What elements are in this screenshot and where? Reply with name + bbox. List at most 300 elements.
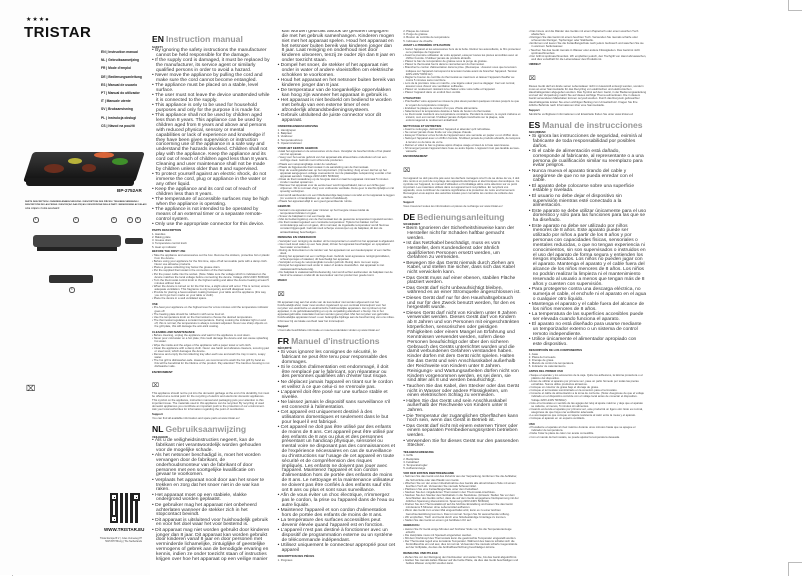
safety-item: • To protect yourself against an electric shock, do not immerse the cord, plug or appliance in the water or any other liquid. <box>152 173 270 188</box>
language-index-item: PT | Manual do utilizador <box>101 90 140 95</box>
instruction-item: • The thermostat regulates a constant temperature. During cooking the indicator light on and off, this is normal, the temperature is always constant adjusted. Never use sharp objects on the grill plate, this will damage the anti-stick coating. <box>152 319 270 328</box>
safety-item: • Bewegen Sie das Gerät niemals durch Ziehen am Kabel, und stellen Sie sicher, dass sich das Kabel nicht verwickeln kann. <box>403 262 521 277</box>
website-link[interactable]: WWW.TRISTAR.EU <box>104 527 145 532</box>
parts-list <box>529 353 647 369</box>
safety-item: • Dompel het snoer, de stekker of het apparaat niet onder in water of andere vloeistoffen om elektrische schokken te voorkomen. <box>278 64 396 79</box>
safety-item: • De temperatuur van de toegankelijke oppervlakken kan hoog zijn wanneer het apparaat in gebruik is. <box>278 89 396 99</box>
parts-item: 3. Grease drain <box>152 238 172 243</box>
instruction-item: • Provide for placing a heat-resistant coating between your table and the appliance (this way you don't get burn marks on your table or cloth). <box>152 291 270 297</box>
language-title: Manual de instrucciones <box>542 119 643 130</box>
language-code: FR <box>277 335 290 346</box>
parts-item: 1. Handgrepen <box>277 128 297 133</box>
safety-item: • Para protegerse contra una descarga eléctrica, no sumerja el cable, el enchufe ni el aparato en el agua o cualquier otro líquido. <box>529 288 647 303</box>
safety-item: • Dit apparaat mag niet worden gebruikt door kinderen jonger dan 8 jaar. Dit apparaat kan worden gebruikt door kinderen vanaf 8 jaar en door personen met verminderde lichamelijke, zintuiglijke of geestelijke vermogens of gebrek aan de benodigde ervaring en kennis, indien ze onder toezicht staan of instructies krijgen over hoe het apparaat op een veilige manier kan worden gebruikt alsook de gevaren begrijpen die met het gebruik samenhangen. Kinderen mogen niet met het apparaat spelen. Houd het apparaat en het netsnoer buiten bereik van kinderen jonger dan 8 jaar. Laat reiniging en onderhoud niet door kinderen uitvoeren, tenzij ze ouder zijn dan 8 jaar en onder toezicht staan. <box>152 30 395 565</box>
instruction-item: • Heizen Sie Ihr Gerät einige Minuten auf höchster Stufe vor, bis die Temperaturanzeige erlischt. <box>403 528 521 534</box>
safety-item: • Ne déplacez jamais l'appareil en tirant sur le cordon et veillez à ce que celui-ci ne s'enroule pas. <box>278 381 396 391</box>
instruction-item: • Conecte el cable de alimentación a la toma de corriente. (Nota: Asegúrese de que el voltaje indicado en el dispositivo coincide con el voltaje local antes de conectar el dispositivo. Voltaje 220V-240V 50/60Hz) <box>529 392 647 401</box>
safety-item: • If the supply cord is damaged, it must be replaced by the manufacturer, its service agent or similarly qualified persons in order to avoid a hazard. <box>152 59 270 74</box>
diagram-callout: 2 <box>73 217 79 223</box>
parts-item: 4. Bouton de contrôle de température <box>403 35 450 40</box>
instruction-item: • Put the supplied thermostat in the connection of the thermostat. <box>152 269 270 272</box>
food-greens-image <box>112 158 128 165</box>
instruction-list <box>152 306 270 328</box>
parts-item: 1. Asas <box>528 351 538 356</box>
instruction-list <box>278 240 396 277</box>
language-title: Instruction manual <box>165 34 243 44</box>
instruction-item: • Stellen Sie das Gerät an einem gut belüfteten Ort auf. <box>403 519 521 522</box>
instruction-item: • Ne versez jamais d'eau froide sur une plaque chaude. <box>403 131 521 134</box>
safety-item: • Este aparato se debe utilizar únicamente para el uso doméstico y sólo para las funciones para las que se ha diseñado. <box>529 210 647 225</box>
manual-subsection <box>278 325 396 332</box>
language-title: Bedienungsanleitung <box>417 211 505 222</box>
parts-item: 3. Vetafvoer <box>277 134 293 139</box>
safety-item: • The appliance must be placed on a stable, level surface. <box>152 84 270 94</box>
safety-item: • Als u de veiligheidsinstructies negeert, kan de fabrikant niet verantwoordelijk worden gehouden voor de mogelijke schade. <box>152 439 270 454</box>
diagram-callout: 3 <box>69 287 75 293</box>
instruction-item: • Entfernen und leeren Sie die Fettauffangschale nach jedem Gebrauch und waschen Sie sie in warmem Seifenwasser. <box>529 42 647 48</box>
safety-item: • La température des surfaces accessibles peut devenir élevée quand l'appareil est en fonction. <box>278 519 396 529</box>
crossed-bin-icon: ⌧ <box>277 291 285 298</box>
instruction-item: • Der Grill ist spülmaschinenfest. Wir empfehlen jedoch, den Tischgrill von Hand abzuwaschen, weil dies vorteilhaft für die Lebensdauer des Produkts ist. <box>529 55 647 61</box>
diagram-plate <box>33 235 121 247</box>
language-heading <box>152 424 270 434</box>
manual-subsection <box>403 524 521 549</box>
safety-item: • Ne laissez jamais le dispositif sans surveillance s'il est connecté à l'alimentation. <box>278 401 396 411</box>
tristar-logo: TRISTAR <box>24 24 92 41</box>
instruction-item: • The heating plate should be rubbed in with some food oil. <box>152 313 270 316</box>
instruction-item: • Reinig de binnenkant en de randen van het apparaat met een keukenpapier of een zachte doek. <box>278 249 396 255</box>
manual-subsection <box>278 279 396 322</box>
instruction-item: • Reinigen Sie das Gerät mit einem feuchten Tuch. Verwenden Sie niemals scharfe oder scheuernde Reiniger, Topfreiniger oder Stahlwolle. <box>529 36 647 42</box>
safety-item: • Afin de vous éviter un choc électrique, n'immergez pas le cordon, la prise ou l'appareil dans de l'eau ou autre liquide. <box>278 494 396 509</box>
safety-item: • Only use the appropriate connector for this device. <box>152 223 270 228</box>
parts-heading: ONDERDELENBESCHRIJVING <box>277 124 319 129</box>
language-code: ES <box>528 119 541 130</box>
language-heading <box>152 34 270 44</box>
parts-heading: PARTS DESCRIPTION <box>152 228 182 233</box>
safety-heading: SÉCURITÉ <box>277 346 292 351</box>
diagram-thermostat <box>125 238 143 244</box>
manual-subsection <box>278 205 396 233</box>
subsection-heading: AVANT LA PREMIÈRE UTILISATION <box>403 43 451 48</box>
manual-subsection <box>403 97 521 122</box>
instruction-item: • Con el mando del termostato, se puede ajustar la temperatura deseada. <box>529 436 647 439</box>
safety-item: • This appliance is only to be used for household purposes and only for the purpose it is made for. <box>152 104 270 114</box>
language-index-item: NL | Gebruiksaanwijzing <box>101 58 140 63</box>
instruction-item: • Place a grease collecting tray below the grease drain. <box>152 266 270 269</box>
instruction-item: • Use the temperature knob on the thermostat to choose the desired temperature. <box>152 316 270 319</box>
parts-item: 3. Fettablauf <box>403 459 419 464</box>
safety-list <box>529 135 647 348</box>
manual-subsection <box>529 109 647 116</box>
instruction-item: • Never pour cold water on a hot plate; this could damage the device and can cause splashing hot water. <box>152 337 270 343</box>
parts-item: 5. Opwarmindicator <box>277 140 302 145</box>
instruction-list <box>403 128 521 153</box>
product-photo <box>24 140 142 195</box>
safety-item: • Het apparaat is niet bedoeld om bediend te worden met behulp van een externe timer of een afzonderlijk afstandsbedieningssysteem. <box>278 99 396 114</box>
instruction-item: • Clean the appliance with a damp cloth. Never use harsh and abrasive cleaners, scouring pad or steel wool, which damages the device. <box>152 347 270 353</box>
safety-item: • Houd het apparaat en het netsnoer buiten bereik van kinderen jonger dan 8 jaar. <box>278 79 396 89</box>
instruction-item: • Stecken Sie den mitgelieferten Thermostat in den Thermostat-Anschluss. <box>403 491 521 494</box>
instruction-item: • Tauchen Sie das Gerät niemals in Wasser oder andere Flüssigkeiten. Das Gerät ist nicht spülmaschinenfest. <box>529 49 647 55</box>
subsection-heading: MILIEU <box>277 278 288 283</box>
language-index-item: DE | Bedienungsanleitung <box>101 74 142 79</box>
safety-item: • Never move the appliance by pulling the cord and make sure the cord cannot become entangled. <box>152 74 270 84</box>
subsection-heading: ENVIRONMENT <box>152 369 173 374</box>
parts-item: 4. Temperaturregler <box>403 462 428 467</box>
subsection-heading: GEBRAUCH <box>403 523 420 528</box>
safety-item: • Si el cable de alimentación está dañado, corresponde al fabricante, al representante o a una persona de cualificación similar su reemplazo para evitar peligros. <box>529 150 647 169</box>
parts-list <box>278 129 396 145</box>
safety-item: • The user must not leave the device unattended while it is connected to the supply. <box>152 94 270 104</box>
subsection-heading: NETTOYAGE ET ENTRETIEN <box>403 123 442 128</box>
instruction-list <box>529 426 647 438</box>
manual-subsection <box>152 371 270 411</box>
safety-item: • Si vous ignorez les consignes de sécurité, le fabricant ne peut être tenu pour responsable des dommages. <box>278 351 396 366</box>
instruction-item: • Gießen Sie niemals kaltes Wasser auf die heiße Platte, da dies das Gerät beschädigen und heißes Wasser verspritzt werden kann. <box>403 559 521 565</box>
parts-item: 4. Mando de control de temperatura <box>528 361 574 366</box>
subsection-heading: ANTES DEL PRIMER USO <box>528 369 564 374</box>
instruction-item: • Plaats een vetopvangbakje onder de vetafvoer. <box>278 163 396 166</box>
safety-item: • Ist das Netzkabel beschädigt, muss es vom Hersteller, dem Kundendienst oder ähnlich qualifizierten Personen ersetzt werden, um Gefahren zu vermeiden. <box>403 242 521 261</box>
diagram-grease-tray <box>49 275 93 283</box>
subsection-heading: CLEANING AND MAINTENANCE <box>152 329 195 334</box>
manual-subsection <box>278 147 396 203</box>
instruction-item: • Avant le nettoyage, débranchez l'appareil et attendez qu'il refroidisse. <box>403 128 521 131</box>
language-index <box>101 50 142 132</box>
safety-item: • Mantenga el aparato y el cable fuera del alcance de los niños menores de 8 años. <box>529 303 647 313</box>
instruction-item: • The hot grill is dishwasher-safe. However, we recommend to wash the hot grill by hand as this will be beneficial for the lifetime of the product. Pay attention! The bamboo housing is not dishwasher safe. <box>152 359 270 368</box>
safety-heading: SAFETY <box>152 44 164 49</box>
safety-heading: VEILIGHEID <box>152 434 168 439</box>
parts-heading: DESCRIPCIÓN DE LOS COMPONENTES <box>528 348 583 353</box>
subsection-heading: Support <box>528 108 540 113</box>
instruction-item: • Stop de voedingskabel aan op het stopcontact. (Opmerking: Zorg ervoor dat het op het apparaat aangegeven voltage overeenkomt met de plaatselijke netspanning voordat u het apparaat aansluit. Voltage 220V-240V 50/60Hz) <box>278 169 396 178</box>
instruction-item: • Das Innere und die Ränder des Geräts mit einem Papiertuch oder einem weichen Tuch abwischen. <box>529 30 647 36</box>
instruction-item: • Stecken Sie den Stecker des Netzkabels in die Steckdose. (Hinweis: Stellen Sie vor dem Anschließen des Geräts sicher, dass die auf dem Gerät angegebene Netzspannung mit der örtlichen Spannung übereinstimmt. Spannung 220V-240V 50/60Hz) <box>403 494 521 503</box>
instruction-list <box>529 374 647 420</box>
instruction-item: • Pre-heat your appliance on the highest level for a few minutes until the temperature indicator goes off. <box>152 306 270 312</box>
instruction-item: • Retirez et videz le bac à graisse après chaque usage et lavez-le à l'eau savonneuse. <box>403 144 521 147</box>
qr-code[interactable] <box>110 493 140 523</box>
instruction-item: • Avant la première utilisation de votre appareil, essuyez toutes les pièces amovibles avec un chiffon humide. N'utilisez jamais de produits abrasifs. <box>403 54 521 60</box>
safety-item: • Cet appareil ne doit pas être utilisé par des enfants de moins de 8 ans. Cet appareil peut être utilisé par des enfants de 8 ans ou plus et des personnes présentant un handicap physique, sensoriel ou mental voire ne disposant pas des connaissances et de l'expérience nécessaires en cas de surveillance ou d'instructions sur l'usage de cet appareil en toute sécurité et de compréhension des risques impliqués. Les enfants ne doivent pas jouer avec l'appareil. Maintenez l'appareil et son cordon d'alimentation hors de portée des enfants de moins de 8 ans. Le nettoyage et la maintenance utilisateur ne doivent pas être confiés à des enfants sauf s'ils ont 8 ans ou plus et sont sous surveillance. <box>278 426 396 494</box>
instruction-item: • Réglez le bouton de contrôle du thermostat au maximum et laissez l'appareil chauffer au moins 5 minutes sans nourriture. <box>403 76 521 82</box>
safety-item: • Als het netsnoer beschadigd is, moet het worden vervangen door de fabrikant, de onderhoudsmonteur van de fabrikant of door personen met een soortgelijke kwalificatie om gevaar te voorkomen. <box>152 454 270 478</box>
instruction-item: • Plaats de bijgeleverde thermostaat in de aansluiting van de thermostaat. <box>278 166 396 169</box>
safety-item: • Verplaats het apparaat nooit door aan het snoer te trekken en zorg dat het snoer niet in de war kan raken. <box>152 479 270 494</box>
instruction-item: • Haal het apparaat en de accessoires uit de doos. Verwijder de beschermfolie of het plastic van het apparaat. <box>278 150 396 156</box>
instruction-item: • Het wordt aanbevolen om een hittebestendige laag tussen uw tafel en het apparaat te leggen (zo voorkomt u brandplekken op uw tafel of tafelkleed). <box>278 194 396 200</box>
manual-subsection <box>529 63 647 106</box>
safety-item: • Utilice únicamente el alimentador apropiado con este dispositivo. <box>529 338 647 348</box>
safety-item: • Utilisez uniquement le connecteur approprié pour cet appareil <box>278 544 396 554</box>
instruction-item: • Der Thermostat regelt eine konstante Temperatur. Während des Garens schaltet sich die Kontrollleuchte ein und aus; dies ist normal. Verwenden Sie niemals scharfe Gegenstände auf der Grillplatte, da dies die Antihaftbeschichtung beschädigen könnte. <box>403 540 521 549</box>
instruction-item: • Wenn das Gerät zum ersten Mal eingeschaltet wird, kann es zu einer leichten Geruchsentwicklung kommen. Das ist normal. Sorgen Sie für ausreichende Lüftung. <box>403 509 521 515</box>
instruction-item: • Reinig het apparaat met een vochtige doek. Gebruik nooit agressieve reinigingsmiddelen, schuursponsjes of staalwol, dit beschadigt het apparaat. <box>278 255 396 261</box>
manual-subsection <box>152 303 270 328</box>
safety-heading: SEGURIDAD <box>528 130 546 135</box>
safety-item: • La temperatura de las superficies accesibles puede ser elevada cuando funciona el aparato. <box>529 313 647 323</box>
instruction-item: • Saque el aparato y los accesorios de la caja. Quite los adhesivos, la lámina protectora o el plástico del dispositivo. <box>529 374 647 380</box>
subsection-text: U kunt alle beschikbare informatie en reserveonderdelen vinden op www.tristar.eu! <box>277 327 380 332</box>
parts-item: 3. Drenaje de grasa <box>528 358 554 363</box>
subsection-text: Dieses Gerät darf am Ende seiner Lebensdauer nicht im Hausmüll entsorgt werden, sondern muss an einer Sammelstelle für das Recycling von elektrischen und elektronischen Haushaltsgeräten abgegeben werden. Das Symbol auf dem Gerät, in der Bedienungsanleitung und auf der Verpackung macht Sie auf dieses wichtige Thema aufmerksam. Die in diesem Gerät verwendeten Materialien können recycelt werden. Durch das Recyceln gebrauchter Haushaltsgeräte leisten Sie einen wichtigen Beitrag zum Umweltschutz. Fragen Sie Ihre örtliche Behörde nach Informationen über eine Sammelstelle. <box>528 84 647 107</box>
grill-base-image <box>26 178 134 186</box>
instruction-item: • Le thermostat maintient une température constante. Pendant la cuisson, le voyant s'allume et s'éteint, ceci est normal. N'utilisez jamais d'objets tranchants sur la plaque, cela endommagerait le revêtement antiadhésif. <box>403 113 521 122</box>
safety-item: • Het apparaat moet op een stabiele, vlakke ondergrond worden geplaatst. <box>152 494 270 504</box>
subsection-text: You can find all available information and spare parts at www.tristar.eu! <box>152 416 240 420</box>
instruction-item: • Wipe the inside and the edges of the appliance with a paper towel or soft cloth. <box>152 344 270 347</box>
safety-item: • Das Gerät muss auf einer ebenen, stabilen Fläche platziert werden. <box>403 277 521 287</box>
subsection-heading: VOOR HET EERSTE GEBRUIK <box>277 145 318 150</box>
instruction-item: • De thermostaat reguleert een constante temperatuur. Tijdens het bakken zal het controlelampje aan en uit gaan, dit is normaal, de ingestelde temperatuur wordt hiermee constant bijgeregeld. Gebruik nooit scherpe voorwerpen op de bakplaat, dit kan de antiaanbaklaag beschadigen. <box>278 221 396 233</box>
subsection-heading: VOR DER ERSTEN INBETRIEBNAHME <box>403 470 455 475</box>
instruction-item: • Préchauffez votre appareil au niveau le plus élevé pendant quelques minutes jusqu'à ce que le voyant de température s'éteigne. <box>403 100 521 106</box>
manual-subsection <box>152 331 270 369</box>
subsection-heading: GEBRUIK <box>277 204 291 209</box>
diagram-callout: 3 <box>111 217 117 223</box>
parts-item: 5. Aufheizanzeige <box>403 466 426 471</box>
instruction-item: • Platzieren Sie eine Fettauffangschale unter dem Fettablauf. <box>403 488 521 491</box>
instruction-item: • Sélectionnez la température désirée à l'aide du bouton du thermostat. <box>403 110 521 113</box>
manual-subsection <box>278 236 396 277</box>
manual-text-columns <box>152 30 772 565</box>
instruction-item: • Mit dem Drehknopf des Thermostats kann die gewünschte Temperatur eingestellt werden. <box>403 537 521 540</box>
instruction-list <box>403 100 521 122</box>
subsection-text: Dit apparaat mag aan het einde van de levensduur niet worden afgevoerd met het huishoudelijk afval, maar moet worden ingeleverd op een centraal inzamelpunt voor het recyclen van elektrische en elektronische huishoudelijke apparaten. Het symbool op het apparaat, in de gebruiksaanwijzing en op de verpakking attendeert u hierop. De in het apparaat gebruikte materialen kunnen worden gerecycled. Met het recyclen van gebruikte huishoudelijke apparaten levert u een belangrijke bijdrage aan de bescherming van ons milieu. Informeer bij uw lokale overheid naar het inzamelpunt. <box>277 299 395 323</box>
diagram-callout: 5 <box>135 217 141 223</box>
food-vegetables-image <box>68 158 82 164</box>
subsection-heading: Support <box>277 324 289 329</box>
subsection-heading: BEFORE THE FIRST USE <box>152 249 186 254</box>
instruction-item: • Coloque un colector de grasa bajo el drenaje de grasa. <box>529 386 647 389</box>
instruction-list <box>278 209 396 234</box>
instruction-item: • Verwijder en leeg de vetopvangbak na ieder gebruik. Reinig deze met een sopje. <box>278 261 396 264</box>
manual-subsection <box>403 472 521 522</box>
safety-item: • Beim Ignorieren der Sicherheitshinweise kann der Hersteller nicht für Schäden haftbar gemacht werden. <box>403 227 521 242</box>
subsection-text: Sämtliche verfügbaren Informationen und Ersatzteile finden Sie unter www.tristar.eu! <box>528 111 634 116</box>
instruction-item: • Antes de utilizar el aparato por primera vez, pase un paño húmedo por todas las piezas extraíbles. Nunca utilice productos abrasivos. <box>529 380 647 386</box>
manual-subsection <box>152 413 270 420</box>
instruction-item: • Wanneer het apparaat voor de eerste keer wordt ingeschakeld, kan er een lichte geur vrijkomen. Dit is normaal. Zorg voor voldoende ventilatie. Deze geur is slechts tijdelijk en zal spoedig verdwijnen. <box>278 184 396 193</box>
diagram-callout: 4 <box>127 217 133 223</box>
safety-item: • Das Gerät darf nicht mit einem externen Timer oder einem separaten Fernbedienungssystem betrieben werden. <box>403 425 521 440</box>
instruction-item: • Verwijder voor reiniging de stekker uit het stopcontact en wacht tot het apparaat is afgekoeld. <box>278 240 396 243</box>
instruction-item: • Met de bedieningsknop van de thermostaat kan de gewenste temperatuur ingesteld worden. <box>278 218 396 221</box>
company-address <box>96 537 142 544</box>
instruction-item: • Draai de thermostaatknop op de hoogste stand en laat het apparaat minimaal 5 minuten zonder voedsel opwarmen. <box>278 178 396 184</box>
instruction-item: • Placez le bac de récupération de graisse sous la purge de graisse. <box>403 60 521 63</box>
instruction-item: • Turn the thermostat control knob to the highest setting and allow the device heating at least 5 minutes without food. <box>152 279 270 285</box>
parts-item: 2. Bakplaat <box>277 131 292 136</box>
safety-item: • The appliance is not intended to be operated by means of an external timer or a separate remote-control system. <box>152 208 270 223</box>
model-number: BP-2752AR <box>117 188 142 193</box>
instruction-list <box>403 48 521 94</box>
food-steak-image <box>82 164 96 172</box>
language-index-item: ES | Manual de usuario <box>101 82 138 87</box>
safety-item: • Das Gerät darf nicht unbeaufsichtigt bleiben, während es an einer Stromquelle angeschlossen ist. <box>403 287 521 297</box>
safety-item: • This appliance shall not be used by children aged less than 8 years. This appliance can be used by children aged from 8 years and above and persons with reduced physical, sensory or mental capabilities or lack of experience and knowledge if they have been given supervision or instruction concerning use of the appliance in a safe way and understand the hazards involved. Children shall not play with the appliance. Keep the appliance and its cord out of reach of children aged less than 8 years. Cleaning and user maintenance shall not be made by children unless older than 8 and supervised. <box>152 114 270 172</box>
safety-item: • Maintenez l'appareil et son cordon d'alimentation hors de portée des enfants de moins de 8 ans. <box>278 509 396 519</box>
language-code: DE <box>403 211 416 222</box>
subsection-heading: UTILISATION <box>403 95 421 100</box>
diagram-callout: 1 <box>33 217 39 223</box>
instruction-list <box>152 254 270 300</box>
parts-item: 1. Handles <box>152 231 166 236</box>
instruction-item: • Place the device in a well ventilated space. <box>152 297 270 300</box>
crossed-bin-icon: ⌧ <box>528 76 536 83</box>
safety-list <box>278 351 396 554</box>
safety-item: • L'appareil doit être posé sur une surface stable et nivelée. <box>278 391 396 401</box>
safety-item: • Este aparato no debe ser utilizado por niños menores de 8 años. Este aparato puede ser utilizado por niños a partir de los 8 años y por personas con capacidades físicas, sensoriales o mentales reducidas, o que no tengan experiencia ni conocimientos, sin son supervisados o instruidos en el uso del aparato de forma segura y entienden los riesgos implicados. Los niños no pueden jugar con el aparato. Mantenga el aparato y el cable fuera del alcance de los niños menores de 8 años. Los niños no podrán realizar la limpieza ni el mantenimiento reservado al usuario a menos que tengan más de 8 años y cuenten con supervisión. <box>529 225 647 288</box>
address-line: Tristar Europe B.V. | Jules Verneweg 87 <box>99 537 142 540</box>
instruction-item: • Before using your appliance for the first time, wipe off all removable parts with a damp cloth. Never use abrasive products. <box>152 260 270 266</box>
parts-item: 1. Griffe <box>403 453 414 458</box>
parts-item: 2. Backplatte <box>403 456 420 461</box>
parts-item: 2. Placa de horneado <box>528 354 556 359</box>
instruction-item: • Die Heizplatte muss mit Speiseöl eingerieben werden. <box>403 534 521 537</box>
diagram-base <box>37 247 117 251</box>
parts-description-caption: PARTS DESCRIPTION / ONDERDELENBESCHRIJVING / DESCRIPTION DES PIÈCES / TEILEBESCHREIBUNG / DESCRIPCIÓN DE LAS PIEZAS / DESCRIÇÃO DAS PEÇAS / DESCRIZIONE DELLE PARTI / BESKRIVNING AV DELAR / OPIS CZĘŚCI / POPIS SOUČÁSTÍ <box>25 201 147 210</box>
instruction-item: • Placez un revêtement résistant à la chaleur entre votre table et l'appareil. <box>403 88 521 91</box>
instruction-item: • Essuyez l'intérieur et les bords de l'appareil avec une serviette en papier ou un chiffon doux. <box>403 134 521 137</box>
instruction-item: • Plaats het apparaat altijd in een goed geventileerde ruimte. <box>278 200 396 203</box>
safety-list <box>403 227 521 449</box>
parts-heading: TEILEBESCHREIBUNG <box>403 449 434 454</box>
safety-item: • Dieses Gerät darf nicht von Kindern unter 8 Jahren verwendet werden. Dieses Gerät darf von Kindern ab 8 Jahren und von Personen mit eingeschränkten körperlichen, sensorischen oder geistigen Fähigkeiten oder einem Mangel an Erfahrung und Kenntnissen verwendet werden, sofern diese Personen beaufsichtigt oder über den sicheren Gebrauch des Geräts unterrichtet wurden und die damit verbundenen Gefahren verstanden haben. Kinder dürfen mit dem Gerät nicht spielen. Halten Sie das Gerät und sein Anschlusskabel außerhalb der Reichweite von Kindern unter 8 Jahren. Reinigungs- und Wartungsarbeiten dürfen nicht von Kindern vorgenommen werden, es sei denn, sie sind älter als 8 und werden beaufsichtigt. <box>403 312 521 385</box>
brand-stars: ★★★● <box>26 17 50 23</box>
language-index-item: EN | Instruction manual <box>101 50 138 54</box>
food-steak-image <box>44 164 64 173</box>
instruction-item: • Take the appliance and accessories out the box. Remove the stickers, protective foil or plastic from the device. <box>152 254 270 260</box>
safety-item: • El usuario no debe dejar el dispositivo sin supervisión mientras esté conectado a la alimentación. <box>529 195 647 210</box>
parts-item: 4. Temperature control knob <box>152 241 187 246</box>
subsection-heading: USE <box>152 301 158 306</box>
instruction-list <box>403 528 521 550</box>
subsection-heading: UMWELT <box>528 62 541 67</box>
manual-subsection <box>529 370 647 420</box>
safety-item: • L'appareil n'est pas destiné à fonctionner avec un dispositif de programmation externe ou un système de télécommande indépendant. <box>278 529 396 544</box>
parts-list <box>152 233 270 249</box>
instruction-item: • Remove and empty the fat collecting tray after each use and wash the tray in warm, soapy water. <box>152 353 270 359</box>
language-index-item: IT | Manuale utente <box>101 99 131 104</box>
cover-panel <box>0 0 150 575</box>
crossed-bin-icon: ⌧ <box>403 168 411 174</box>
language-title: Gebruiksaanwijzing <box>165 424 247 435</box>
address-line: 5015 BH Tilburg | The Netherlands <box>105 540 142 544</box>
parts-item: 4. Temperatuurknop <box>277 137 303 142</box>
parts-item: 2. Baking plate <box>152 235 171 240</box>
manual-subsection <box>529 423 647 439</box>
subsection-text: This appliance should not be put into the domestic garbage at the end of its durability, but must be offered at a central point for the recycling of electric and electronic domestic appliances. This symbol on the appliance, instruction manual and packaging puts your attention to this important issue. The materials used in this appliance can be recycled. By recycling of used domestic appliances you contribute an important push to the protection of our environment. Ask your local authorities for information regarding the point of recollection. <box>152 391 270 411</box>
safety-list <box>152 49 270 228</box>
instruction-item: • Veeg voor het eerste gebruik van het apparaat alle afneembare onderdelen af met een vochtige doek. Gebruik nooit schurende producten. <box>278 156 396 162</box>
subsection-text: Cet appareil ne doit pas être jeté avec les déchets ménagers à la fin de sa durée de vie, il doit être remis à un point de recyclage des appareils électriques et électroniques domestiques. Ce symbole sur l'appareil, le manuel d'utilisation et l'emballage attire votre attention sur ce point important. Les matériaux utilisés dans cet appareil sont recyclables. En recyclant vos appareils, vous contribuez de manière significative à la protection de notre environnement. Renseignez-vous auprès des autorités locales pour connaître les centres de collecte des déchets. <box>403 176 520 199</box>
instruction-item: • Nehmen Sie das Gerät und das Zubehör aus der Verpackung. Entfernen Sie die Aufkleber, die Schutzfolie oder das Plastik vom Gerät. <box>403 475 521 481</box>
language-heading <box>278 336 396 346</box>
subsection-heading: USO <box>528 421 535 426</box>
crossed-bin-icon: ⌧ <box>152 383 159 390</box>
manual-subsection <box>403 155 521 198</box>
instruction-list <box>152 334 270 368</box>
parts-list <box>403 454 521 470</box>
safety-item: • El aparato no está diseñado para usarse mediante un temporizador externo o un sistema de control remoto independiente. <box>529 323 647 338</box>
instruction-item: • Debe frotar la placa de calor con aceite comestible. <box>529 432 647 435</box>
language-code: EN <box>152 34 164 44</box>
instruction-item: • Drehen Sie den Thermostatknopf auf die höchste Einstellung und lassen Sie das Gerät mindestens 5 Minuten ohne Lebensmittel aufheizen. <box>403 503 521 509</box>
safety-item: • Tauchen Sie das Kabel, den Stecker oder das Gerät nicht in Wasser oder andere Flüssigkeiten, um einen elektrischen Schlag zu vermeiden. <box>403 385 521 400</box>
instruction-item: • Cuando encienda el aparato por primera vez, este producirá un ligero olor. Esto es normal, asegúrese de que haya una ventilación adecuada. <box>529 408 647 414</box>
subsection-text: Vous trouverez toutes les informations et pièces de rechange sur www.tristar.eu ! <box>403 203 504 208</box>
manual-section-es <box>529 120 647 439</box>
instruction-item: • Placez l'appareil dans un endroit bien ventilé. <box>403 91 521 94</box>
food-shrimp-image <box>94 152 114 158</box>
parts-item: 1. Poignées <box>277 557 293 562</box>
language-heading <box>403 212 521 222</box>
instruction-item: • Placez le thermostat fourni dans le raccordement du thermostat. <box>403 63 521 66</box>
safety-item: • Nunca mueva el aparato tirando del cable y asegúrese de que no se pueda enredar con el cable. <box>529 170 647 185</box>
instruction-item: • Ziehen Sie vor der Reinigung den Netzstecker und warten Sie, bis das Gerät abgekühlt ist. <box>403 556 521 559</box>
crossed-bin-icon: ⌧ <box>26 384 36 393</box>
instruction-item: • Wischen Sie vor der ersten Inbetriebnahme des Geräts alle abnehmbaren Teile mit einem feuchten Tuch ab. Verwenden Sie niemals Scheuermittel. <box>403 482 521 488</box>
instruction-item: • Giet nooit koud water op een hete plaat; dit kan het apparaat beschadigen en opspattend heet water veroorzaken. <box>278 243 396 249</box>
subsection-heading: REINIGUNG UND PFLEGE <box>403 551 438 556</box>
instruction-item: • De bakplaat is vaatwasmachinebestendig. Het wordt echter aanbevolen de bakplaat met de hand af te wassen omdat dit de levensduur van het product ten goede komt. <box>278 271 396 277</box>
instruction-item: • Branchez le cordon d'alimentation dans la prise. (Remarque : Assurez-vous que la tension indiquée sur l'appareil correspond à la tension locale avant de brancher l'appareil. Tension 220V-240V 50/60 Hz) <box>403 66 521 75</box>
manual-section-en <box>152 34 270 420</box>
instruction-item: • Coloque el termostato suministrado en la conexión para el termostato. <box>529 389 647 392</box>
parts-item: 2. Plaque de cuisson <box>403 30 430 33</box>
language-heading <box>529 120 647 130</box>
instruction-item: • Dompel het apparaat nooit onder in water of andere vloeistoffen. Het apparaat is niet vaatwasmachinebestendig. <box>278 264 396 270</box>
instruction-item: • Gire el termostato en sentido de las agujas del reloj al ajuste máximo y deje que el aparato se caliente, al menos, 5 minutos sin alimentos. <box>529 402 647 408</box>
safety-item: • Cet appareil est uniquement destiné à des utilisations domestiques et seulement dans le but pour lequel il est fabriqué. <box>278 411 396 426</box>
safety-item: • Keep the appliance and its cord out of reach of children less than 8 years. <box>152 188 270 198</box>
instruction-item: • Le aconsejamos que coloque un tapete resistente al calor entre la mesa y el aparato. <box>529 414 647 417</box>
instruction-item: • Enduisez la plaque de cuisson d'un peu d'huile alimentaire. <box>403 107 521 110</box>
instruction-item: • Put the power cable into the socket. (Note: Make sure the voltage which is indicated on the device matches the local voltage before connecting the device. Voltage 220V-240V 50/60Hz) <box>152 273 270 279</box>
safety-item: • Si ignora las instrucciones de seguridad, eximirá al fabricante de toda responsabilidad por posibles daños. <box>529 135 647 150</box>
subsection-heading: Support <box>152 412 163 417</box>
parts-heading: DESCRIPTION DES PIÈCES <box>277 554 315 559</box>
instruction-list <box>403 475 521 521</box>
safety-item: • Die Temperatur der zugänglichen Oberflächen kann hoch sein, wenn das Gerät in Betrieb ist. <box>403 415 521 425</box>
instruction-item: • Before cleaning, unplug the appliance and wait for the appliance to cool down. <box>152 334 270 337</box>
safety-item: • De gebruiker mag het apparaat niet onbeheerd achterlaten wanneer de stekker zich in het stopcontact bevindt. <box>152 504 270 519</box>
safety-item: • The temperature of accessible surfaces may be high when the appliance is operating. <box>152 198 270 208</box>
parts-item: 3. Purge de graisse <box>403 32 428 37</box>
safety-item: • Si le cordon d'alimentation est endommagé, il doit être remplacé par le fabricant, son réparateur ou des personnes qualifiées afin d'éviter tout risque. <box>278 366 396 381</box>
parts-diagram <box>25 215 150 295</box>
safety-item: • Gebruik uitsluitend de juiste connector voor dit apparaat. <box>278 114 396 124</box>
safety-item: • Dit apparaat is uitsluitend voor huishoudelijk gebruik en voor het doel waar het voor bestemd is. <box>152 519 270 529</box>
safety-heading: SICHERHEIT <box>403 222 421 227</box>
safety-item: • Dieses Gerät darf nur für den Haushaltsgebrauch und nur für den Zweck benutzt werden, für den es hergestellt wurde. <box>403 297 521 312</box>
instruction-item: • Lors de la première mise en marche, une légère odeur peut se dégager. Ceci est normal, assurez-vous d'avoir une ventilation suffisante. <box>403 82 521 88</box>
parts-item: 5. Heat up indicator <box>152 244 177 249</box>
manual-subsection <box>403 201 521 208</box>
instruction-list <box>278 150 396 203</box>
crop-mark-top-right <box>788 0 802 11</box>
language-title: Manuel d'instructions <box>291 335 380 346</box>
instruction-item: • Verwarm uw apparaat een paar minuten op het hoogste niveau totdat de temperatuurindicator uit gaat. <box>278 209 396 215</box>
safety-item: • By ignoring the safety instructions the manufacturer cannot be held responsible for the damage. <box>152 49 270 59</box>
subsection-heading: REINIGING EN ONDERHOUD <box>277 235 316 240</box>
manual-subsection <box>403 44 521 94</box>
instruction-item: • When the device is turned on for the first time, a slight odour will occur. This is normal, ensure adequate ventilation. This fragrance is only temporary and will disappear soon. <box>152 285 270 291</box>
manual-subsection <box>152 250 270 300</box>
